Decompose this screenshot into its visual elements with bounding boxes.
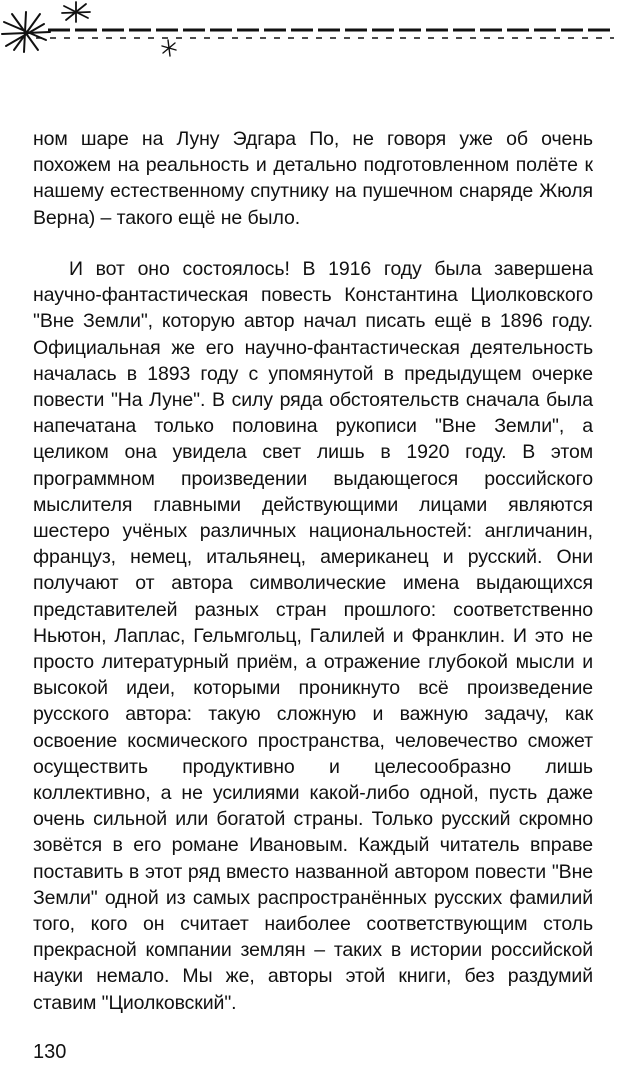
starburst-tiny-icon [162,40,176,56]
starburst-small-icon [62,2,90,22]
starburst-large-icon [2,12,50,52]
paragraph-main: И вот оно состоялось! В 1916 году была завершена научно-фантастическая повесть Константина Циолковского "Вне Земли", которую автор начал писать ещё в 1896 году. Официальная же его научно-фантастическая деятельность началась в 1893 году с упомянутой в предыдущем очерке повести "На Луне". В силу ряда обстоятельств сначала была напечатана только половина рукописи "Вне Земли", а целиком она увидела свет лишь в 1920 году. В этом программном произведении выдающегося российского мыслителя главными действующими лицами являются шестеро учёных различных национальностей: англичанин, француз, немец, итальянец, американец и русский. Они получают от автора символические имена выдающихся представителей разных стран прошлого: соответственно Ньютон, Лаплас, Гельмгольц, Галилей и Франклин. И это не просто литературный приём, а отражение глубокой мысли и высокой идеи, которыми проникнуто всё произведение русского автора: такую сложную и важную задачу, как освоение космического пространства, человечество сможет осуществить продуктивно и целесообразно лишь коллективно, а не усилиями какой-либо одной, пусть даже очень сильной или богатой страны. Только русский скромно зовётся в его романе Ивановым. Каждый читатель вправе поставить в этот ряд вместо названной автором повести "Вне Земли" одной из самых распространённых русских фамилий того, кого он считает наиболее соответствующим столь прекрасной компании землян – таких в истории российской науки немало. Мы же, авторы этой книги, без раздумий ставим "Циолковский". [33,258,593,1014]
starburst-dashed-rule-icon [0,0,620,70]
page-number: 130 [33,1041,67,1063]
paragraph-continuation: ном шаре на Луну Эдгара По, не говоря уже об очень похожем на реальность и детально подготовленном полёте к нашему естественному спутнику на пушечном снаряде Жюля Верна) – такого ещё не было. [33,128,593,229]
